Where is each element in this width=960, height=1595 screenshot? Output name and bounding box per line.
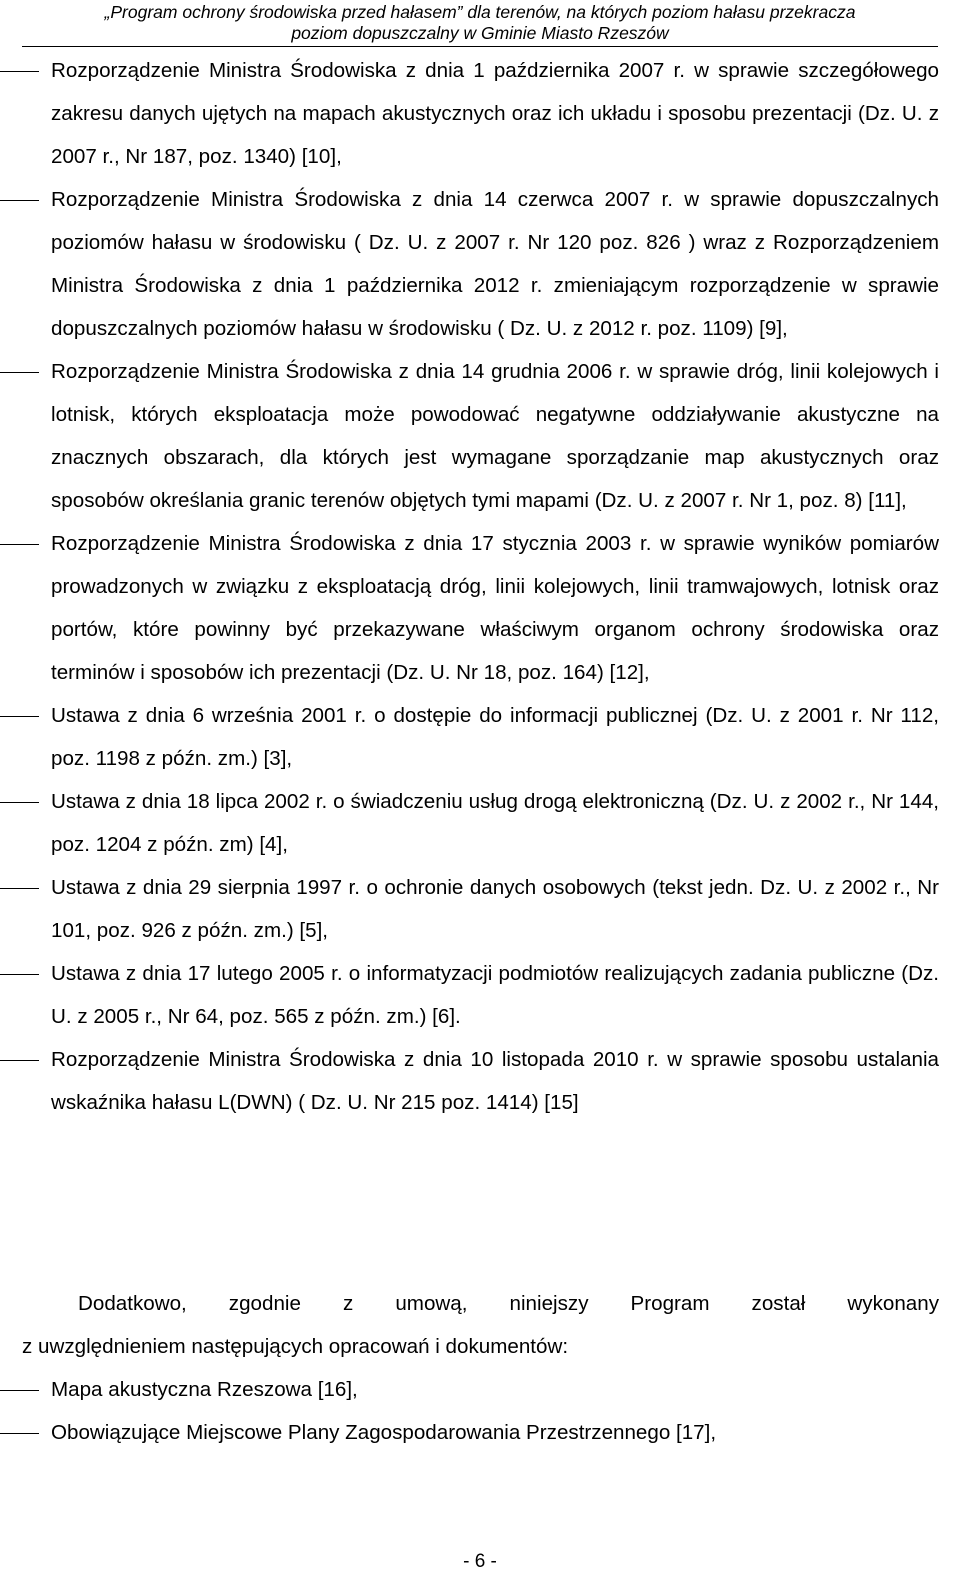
list-item xyxy=(0,350,960,522)
dash-bullet xyxy=(0,1433,39,1434)
dash-bullet xyxy=(0,888,39,889)
page-number: - 6 - xyxy=(463,1551,497,1572)
list-item xyxy=(0,49,960,178)
additional-info-paragraph xyxy=(22,1282,939,1368)
list-item xyxy=(0,1368,960,1411)
header-line-2: poziom dopuszczalny w Gminie Miasto Rzeszów xyxy=(291,23,669,43)
list-item xyxy=(0,178,960,350)
list-item-text: Rozporządzenie Ministra Środowiska z dnia 14 czerwca 2007 r. w sprawie dopuszczalnych poziomów hałasu w środowisku ( Dz. U. z 2007 r. Nr 120 poz. 826 ) wraz z Rozporządzeniem Ministra Środowiska z dnia 1 października 2012 r. zmieniającym rozporządzenie w sprawie dopuszczalnych poziomów hałasu w środowisku ( Dz. U. z 2012 r. poz. 1109) [9], xyxy=(51,188,939,340)
list-item-text: Ustawa z dnia 18 lipca 2002 r. o świadczeniu usług drogą elektroniczną (Dz. U. z 2002 r., Nr 144, poz. 1204 z późn. zm) [4], xyxy=(51,790,939,856)
dash-bullet xyxy=(0,716,39,717)
list-item-text: Rozporządzenie Ministra Środowiska z dnia 17 stycznia 2003 r. w sprawie wyników pomiarów prowadzonych w związku z eksploatacją dróg, linii kolejowych, linii tramwajowych, lotnisk oraz portów, które powinny być przekazywane właściwym organom ochrony środowiska oraz terminów i sposobów ich prezentacji (Dz. U. Nr 18, poz. 164) [12], xyxy=(51,532,939,684)
list-item-text: Obowiązujące Miejscowe Plany Zagospodarowania Przestrzennego [17], xyxy=(51,1421,717,1444)
dash-bullet xyxy=(0,200,39,201)
list-item xyxy=(0,952,960,1038)
list-item xyxy=(0,866,960,952)
documents-list xyxy=(0,1368,960,1454)
list-item xyxy=(0,780,960,866)
list-item-text: Ustawa z dnia 6 września 2001 r. o dostępie do informacji publicznej (Dz. U. z 2001 r. Nr 112, poz. 1198 z późn. zm.) [3], xyxy=(51,704,939,770)
dash-bullet xyxy=(0,802,39,803)
list-item-text: Mapa akustyczna Rzeszowa [16], xyxy=(51,1378,358,1401)
list-item-text: Rozporządzenie Ministra Środowiska z dnia 1 października 2007 r. w sprawie szczegółowego zakresu danych ujętych na mapach akustycznych oraz ich układu i sposobu prezentacji (Dz. U. z 2007 r., Nr 187, poz. 1340) [10], xyxy=(51,59,939,168)
header-rule xyxy=(22,46,938,47)
list-item xyxy=(0,522,960,694)
paragraph-line-2: z uwzględnieniem następujących opracowań i dokumentów: xyxy=(22,1335,569,1358)
list-item-text: Ustawa z dnia 29 sierpnia 1997 r. o ochronie danych osobowych (tekst jedn. Dz. U. z 2002 r., Nr 101, poz. 926 z późn. zm.) [5], xyxy=(51,876,939,942)
dash-bullet xyxy=(0,544,39,545)
list-item-text: Ustawa z dnia 17 lutego 2005 r. o informatyzacji podmiotów realizujących zadania publiczne (Dz. U. z 2005 r., Nr 64, poz. 565 z późn. zm.) [6]. xyxy=(51,962,939,1028)
dash-bullet xyxy=(0,1060,39,1061)
page-header xyxy=(0,2,960,44)
dash-bullet xyxy=(0,71,39,72)
dash-bullet xyxy=(0,974,39,975)
list-item xyxy=(0,694,960,780)
list-item xyxy=(0,1038,960,1124)
list-item-text: Rozporządzenie Ministra Środowiska z dnia 14 grudnia 2006 r. w sprawie dróg, linii kolejowych i lotnisk, których eksploatacja może powodować negatywne oddziaływanie akustyczne na znacznych obszarach, dla których jest wymagane sporządzanie map akustycznych oraz sposobów określania granic terenów objętych tymi mapami (Dz. U. z 2007 r. Nr 1, poz. 8) [11], xyxy=(51,360,939,512)
list-item-text: Rozporządzenie Ministra Środowiska z dnia 10 listopada 2010 r. w sprawie sposobu ustalania wskaźnika hałasu L(DWN) ( Dz. U. Nr 215 poz. 1414) [15] xyxy=(51,1048,939,1114)
dash-bullet xyxy=(0,372,39,373)
dash-bullet xyxy=(0,1390,39,1391)
legal-acts-list xyxy=(0,49,960,1124)
header-line-1: „Program ochrony środowiska przed hałasem” dla terenów, na których poziom hałasu przekracza xyxy=(104,2,856,22)
list-item xyxy=(0,1411,960,1454)
paragraph-line-1: Dodatkowo, zgodnie z umową, niniejszy Program został wykonany xyxy=(78,1292,939,1315)
